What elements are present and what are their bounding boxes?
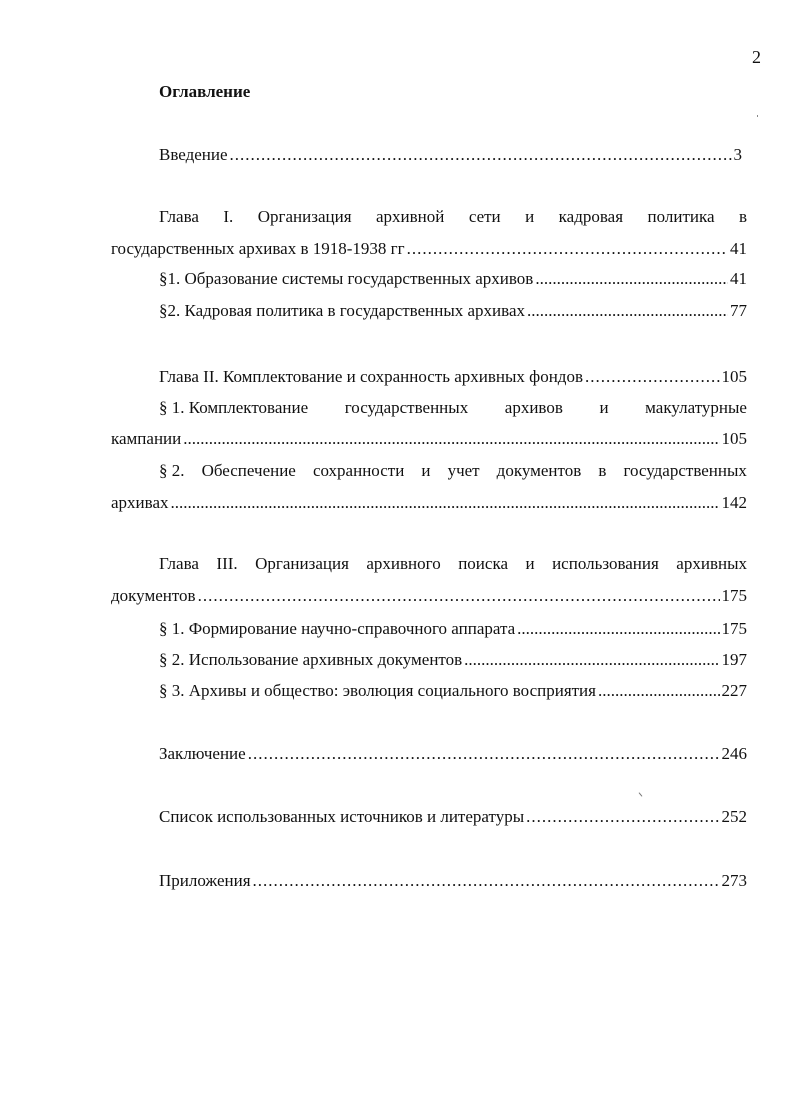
toc-chapter1-line1[interactable] [159,207,747,227]
word: Обеспечение [201,461,296,480]
word: архивной [375,207,445,226]
toc-entry-page: 105 [721,429,747,448]
leader-dots [248,744,720,764]
toc-entry-label: § 1. Формирование научно-справочного аппарата [159,619,516,638]
toc-entry-page: 105 [721,367,747,386]
word: и [599,398,609,417]
word: в [598,461,607,480]
word: Организация [257,207,352,226]
word: поиска [458,554,508,573]
toc-entry-page: 3 [733,145,742,164]
word: архивного [366,554,441,573]
word: I. [223,207,234,226]
word: политика [647,207,715,226]
toc-entry-label: §2. Кадровая политика в государственных архивах [159,301,526,320]
word: архивов [504,398,563,417]
leader-dots [407,239,728,259]
toc-entry-appendices[interactable] [159,871,747,891]
leader-dots [527,301,728,321]
toc-entry-label: кампании [111,429,182,448]
toc-section-2-1-line1[interactable] [159,398,747,418]
word: § 1. Комплектование [159,398,309,417]
leader-dots [230,145,732,165]
word: использования [552,554,659,573]
leader-dots [198,586,720,606]
toc-section-3-3[interactable] [159,681,747,701]
toc-entry-intro[interactable] [159,145,742,165]
leader-dots [598,681,720,701]
toc-entry-page: 142 [721,493,747,512]
toc-entry-label: Введение [159,145,228,164]
word: Глава [159,207,199,226]
toc-entry-label: государственных архивах в 1918-1938 гг [111,239,405,258]
word: в [738,207,747,226]
toc-section-1-2[interactable] [159,301,747,321]
leader-dots [464,650,719,670]
scan-speck [639,792,643,796]
leader-dots [517,619,719,639]
toc-entry-page: 77 [730,301,747,320]
word: государственных [623,461,747,480]
toc-entry-label: § 3. Архивы и общество: эволюция социального восприятия [159,681,596,700]
toc-entry-page: 273 [721,871,747,890]
toc-entry-label: Глава II. Комплектование и сохранность архивных фондов [159,367,583,386]
toc-entry-page: 252 [721,807,747,826]
word: документов [496,461,582,480]
word: § 2. [159,461,185,480]
toc-chapter2[interactable] [159,367,747,387]
toc-chapter3-line1[interactable] [159,554,747,574]
word: государственных [344,398,469,417]
word: кадровая [558,207,624,226]
leader-dots [585,367,720,387]
leader-dots [535,269,728,289]
scan-speck [757,115,758,117]
toc-entry-page: 41 [730,239,747,258]
leader-dots [253,871,720,891]
toc-chapter1-line2[interactable] [111,239,747,259]
toc-entry-label: Приложения [159,871,251,890]
word: сети [468,207,501,226]
word: и [421,461,431,480]
word: и [525,207,535,226]
leader-dots [171,493,720,513]
toc-entry-label: §1. Образование системы государственных архивов [159,269,534,288]
toc-entry-label: архивах [111,493,169,512]
word: III. [216,554,238,573]
toc-entry-label: документов [111,586,196,605]
toc-chapter3-line2[interactable] [111,586,747,606]
leader-dots [183,429,719,449]
word: Глава [159,554,199,573]
toc-section-2-1-line2[interactable] [111,429,747,449]
leader-dots [526,807,719,827]
toc-entry-page: 175 [721,619,747,638]
toc-section-3-1[interactable] [159,619,747,639]
toc-section-1-1[interactable] [159,269,747,289]
toc-section-3-2[interactable] [159,650,747,670]
toc-section-2-2-line1[interactable] [159,461,747,481]
toc-entry-page: 175 [721,586,747,605]
page-number: 2 [752,47,761,67]
toc-entry-page: 227 [721,681,747,700]
toc-entry-page: 41 [730,269,747,288]
word: Организация [255,554,349,573]
toc-title: Оглавление [159,82,251,101]
word: учет [447,461,480,480]
word: и [525,554,535,573]
word: макулатурные [645,398,747,417]
toc-entry-page: 246 [721,744,747,763]
toc-entry-conclusion[interactable] [159,744,747,764]
word: архивных [676,554,747,573]
toc-entry-sources[interactable] [159,807,747,827]
word: сохранности [312,461,405,480]
toc-entry-label: Список использованных источников и литературы [159,807,525,826]
toc-entry-page: 197 [721,650,747,669]
toc-entry-label: § 2. Использование архивных документов [159,650,463,669]
toc-entry-label: Заключение [159,744,246,763]
toc-section-2-2-line2[interactable] [111,493,747,513]
